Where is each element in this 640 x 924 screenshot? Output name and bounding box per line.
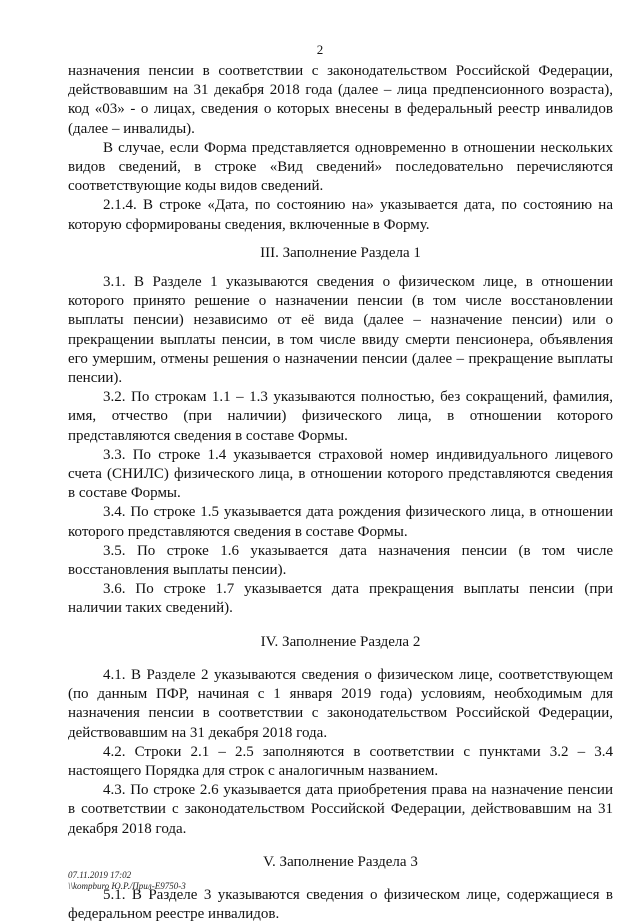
page-number: 2 <box>316 42 324 57</box>
footer-timestamp: 07.11.2019 17:02 <box>68 870 132 880</box>
paragraph: 4.2. Строки 2.1 – 2.5 заполняются в соответствии с пунктами 3.2 – 3.4 настоящего Порядка для строк с аналогичным названием. <box>68 743 613 779</box>
paragraph: 3.5. По строке 1.6 указывается дата назначения пенсии (в том числе восстановления выплаты пенсии). <box>68 542 613 579</box>
paragraph: 4.3. По строке 2.6 указывается дата приобретения права на назначение пенсии в соответствии с законодательством Российской Федерации, действовавшим на 31 декабря 2018 года. <box>68 782 613 837</box>
paragraph: 3.6. По строке 1.7 указывается дата прекращения выплаты пенсии (при наличии таких сведений). <box>68 581 613 617</box>
paragraph: 4.1. В Разделе 2 указываются сведения о физическом лице, соответствующем (по данным ПФР, начиная с 1 января 2019 года) условиям, необходимым для назначения пенсии в соответствии с законодательством Российской Федерации, действовавшим на 31 декабря 2018 года. <box>68 666 613 741</box>
footer-doc-ref: \\kompburo Ю.Р./Прил-Е9750-3 <box>68 881 186 891</box>
section-heading-3: III. Заполнение Раздела 1 <box>260 244 421 261</box>
section-heading-4: IV. Заполнение Раздела 2 <box>260 633 421 650</box>
paragraph: 3.3. По строке 1.4 указывается страховой номер индивидуального лицевого счета (СНИЛС) физического лица, в отношении которого представляются сведения в составе Формы. <box>68 446 613 502</box>
section-heading-5: V. Заполнение Раздела 3 <box>263 853 418 870</box>
paragraph: В случае, если Форма представляется одновременно в отношении нескольких видов сведений, в строке «Вид сведений» последовательно перечисляются соответствующие коды видов сведений. <box>68 139 613 195</box>
paragraph: 3.2. По строкам 1.1 – 1.3 указываются полностью, без сокращений, фамилия, имя, отчество (при наличии) физического лица, в отношении которого представляются сведения в составе Формы. <box>68 389 613 444</box>
paragraph: 5.1. В Разделе 3 указываются сведения о физическом лице, содержащиеся в федеральном реестре инвалидов. <box>68 886 613 923</box>
paragraph: 2.1.4. В строке «Дата, по состоянию на» указывается дата, по состоянию на которую сформированы сведения, включенные в Форму. <box>68 197 613 233</box>
document-body <box>68 62 613 924</box>
paragraph-continued: назначения пенсии в соответствии с законодательством Российской Федерации, действовавшим на 31 декабря 2018 года (далее – лица предпенсионного возраста), код «03» - о лицах, сведения о которых внесены в федеральный реестр инвалидов (далее – инвалиды). <box>68 63 613 137</box>
paragraph: 3.1. В Разделе 1 указываются сведения о физическом лице, в отношении которого принято решение о назначении пенсии (в том числе восстановлении выплаты пенсии) независимо от её вида (далее – назначение пенсии) или о прекращении выплаты пенсии, в том числе ввиду смерти пенсионера, объявления его умершим, отмены решения о назначении пенсии (далее – прекращение выплаты пенсии). <box>68 274 613 387</box>
footer-stamp <box>68 870 186 892</box>
paragraph: 3.4. По строке 1.5 указывается дата рождения физического лица, в отношении которого представляются сведения в составе Формы. <box>68 504 613 540</box>
